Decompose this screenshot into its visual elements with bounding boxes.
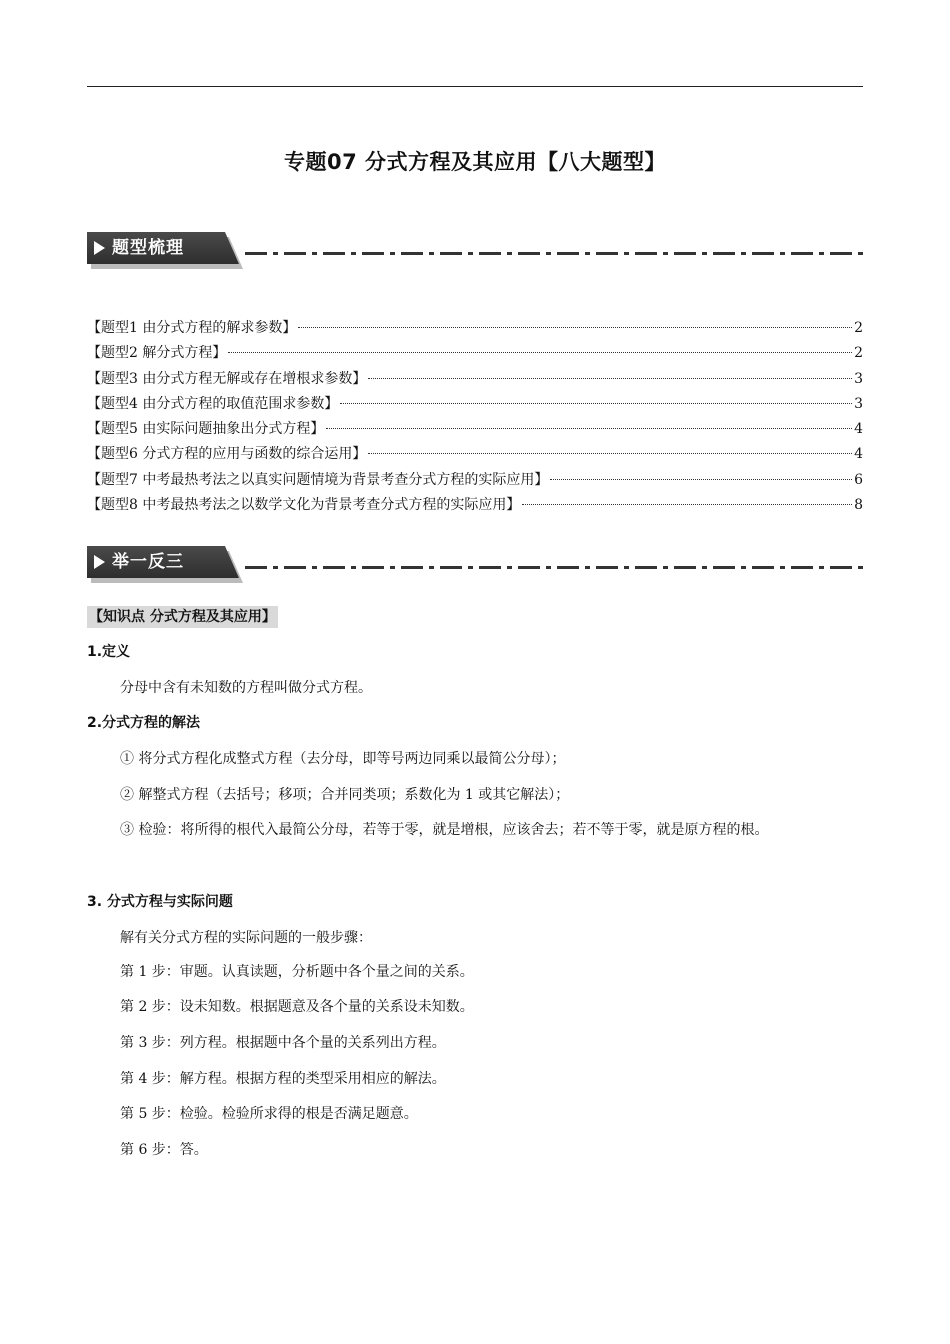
toc-leader-dots	[550, 479, 852, 480]
toc-banner	[87, 232, 863, 272]
toc-entry-label: 【题型7 中考最热考法之以真实问题情境为背景考查分式方程的实际应用】	[87, 471, 549, 488]
heading-practical-problems: 3. 分式方程与实际问题	[87, 894, 233, 910]
practice-banner-label: 举一反三	[112, 552, 184, 572]
toc-leader-dots	[228, 352, 852, 353]
solving-step-3: ③ 检验：将所得的根代入最简公分母，若等于零，就是增根，应该舍去；若不等于零，就是原方程的根。	[120, 822, 769, 838]
practical-intro: 解有关分式方程的实际问题的一般步骤：	[120, 930, 372, 946]
practical-step: 第 3 步：列方程。根据题中各个量的关系列出方程。	[120, 1035, 446, 1051]
toc-entry-label: 【题型6 分式方程的应用与函数的综合运用】	[87, 446, 367, 463]
heading-solving-method: 2.分式方程的解法	[87, 715, 201, 731]
toc-leader-dots	[368, 453, 852, 454]
practical-step: 第 1 步：审题。认真读题，分析题中各个量之间的关系。	[120, 964, 474, 980]
toc-entry-page: 4	[854, 421, 863, 438]
toc-entry[interactable]	[87, 316, 863, 341]
toc-entry-label: 【题型5 由实际问题抽象出分式方程】	[87, 421, 325, 438]
toc-entry-label: 【题型4 由分式方程的取值范围求参数】	[87, 395, 339, 412]
toc-entry[interactable]	[87, 493, 863, 518]
solving-step-2: ② 解整式方程（去括号；移项；合并同类项；系数化为 1 或其它解法）；	[120, 787, 570, 803]
solving-step-1: ① 将分式方程化成整式方程（去分母，即等号两边同乘以最简公分母）；	[120, 751, 566, 767]
practice-banner	[87, 546, 863, 586]
toc-leader-dots	[326, 428, 852, 429]
toc-entry-label: 【题型2 解分式方程】	[87, 345, 227, 362]
toc-entry[interactable]	[87, 367, 863, 392]
toc-entry-page: 4	[854, 446, 863, 463]
header-rule	[87, 86, 863, 87]
practical-step: 第 2 步：设未知数。根据题意及各个量的关系设未知数。	[120, 999, 474, 1015]
toc-entry[interactable]	[87, 341, 863, 366]
toc-leader-dots	[298, 327, 852, 328]
practical-step: 第 5 步：检验。检验所求得的根是否满足题意。	[120, 1106, 418, 1122]
play-triangle-icon	[94, 241, 105, 255]
toc-entry-page: 3	[854, 395, 863, 412]
toc-entry-page: 2	[854, 320, 863, 336]
toc-entry-label: 【题型8 中考最热考法之以数学文化为背景考查分式方程的实际应用】	[87, 497, 521, 514]
toc-leader-dots	[368, 378, 852, 379]
toc-entry[interactable]	[87, 442, 863, 467]
banner-dash-line	[245, 566, 863, 569]
toc-entry[interactable]	[87, 392, 863, 417]
banner-dash-line	[245, 252, 863, 255]
toc-entry-page: 6	[854, 471, 863, 488]
table-of-contents	[87, 316, 863, 518]
toc-leader-dots	[340, 403, 852, 404]
toc-entry-page: 2	[854, 345, 863, 362]
play-triangle-icon	[94, 555, 105, 569]
toc-entry-label: 【题型1 由分式方程的解求参数】	[87, 320, 297, 336]
practical-step: 第 4 步：解方程。根据方程的类型采用相应的解法。	[120, 1071, 446, 1087]
toc-entry[interactable]	[87, 417, 863, 442]
toc-entry-label: 【题型3 由分式方程无解或存在增根求参数】	[87, 370, 367, 387]
toc-entry[interactable]	[87, 468, 863, 493]
definition-text: 分母中含有未知数的方程叫做分式方程。	[120, 680, 372, 696]
toc-leader-dots	[522, 504, 852, 505]
toc-entry-page: 8	[854, 497, 863, 514]
practical-step: 第 6 步：答。	[120, 1142, 208, 1158]
knowledge-point-label: 【知识点 分式方程及其应用】	[87, 606, 278, 628]
toc-entry-page: 3	[854, 370, 863, 387]
page-title: 专题07 分式方程及其应用【八大题型】	[283, 150, 667, 174]
toc-banner-label: 题型梳理	[112, 238, 184, 258]
heading-definition: 1.定义	[87, 644, 131, 660]
